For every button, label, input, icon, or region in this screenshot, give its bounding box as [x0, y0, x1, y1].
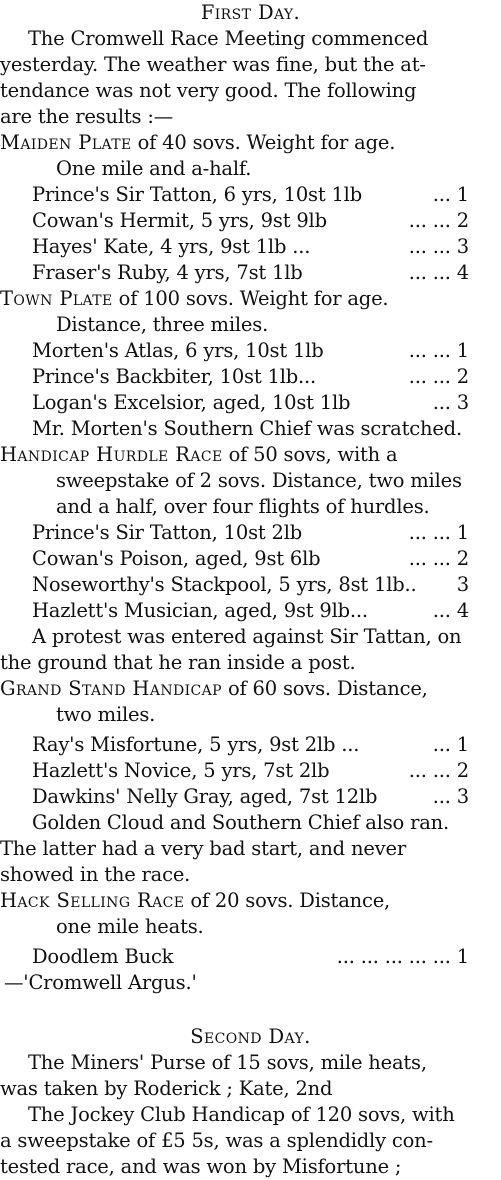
result-dots: ... ...: [408, 235, 451, 258]
maiden-plate-title-line: [0, 130, 501, 156]
town-plate-note: Mr. Morten's Southern Chief was scratched.: [32, 417, 462, 440]
second-day-heading: Second Day.: [190, 1025, 311, 1048]
second-day-p2-line-2: a sweepstake of £5 5s, was a splendidly con-: [0, 1129, 433, 1152]
result-row: [0, 598, 501, 624]
hurdle-title-rest: of 50 sovs, with a: [228, 443, 398, 466]
result-horse: Fraser's Ruby, 4 yrs, 7st 1lb: [32, 261, 303, 284]
result-place: 1: [456, 183, 469, 206]
result-dots: ... ...: [408, 759, 451, 782]
result-dots: ...: [432, 599, 451, 622]
result-dots: ... ...: [408, 365, 451, 388]
result-horse: Prince's Backbiter, 10st 1lb...: [32, 365, 317, 388]
result-dots: ...: [432, 183, 451, 206]
result-row: [0, 182, 501, 208]
result-row: [0, 364, 501, 390]
town-plate-title: Town Plate: [0, 287, 113, 310]
first-day-heading: First Day.: [200, 1, 301, 24]
result-dots: ... ...: [408, 261, 451, 284]
intro-line-4: are the results :—: [0, 105, 173, 128]
result-row: [0, 338, 501, 364]
result-place: 4: [456, 599, 469, 622]
result-dots: ...: [432, 391, 451, 414]
second-day-p2-line-1: The Jockey Club Handicap of 120 sovs, with: [28, 1103, 455, 1126]
result-place: 3: [456, 235, 469, 258]
result-place: 4: [456, 261, 469, 284]
maiden-plate-title: Maiden Plate: [0, 131, 132, 154]
town-plate-title-rest: of 100 sovs. Weight for age.: [118, 287, 389, 310]
hurdle-title-line: [0, 442, 501, 468]
result-place: 2: [456, 547, 469, 570]
intro-line-3: tendance was not very good. The following: [0, 79, 417, 102]
result-place: 3: [456, 391, 469, 414]
source-credit: —'Cromwell Argus.': [4, 971, 197, 994]
grand-stand-note-2: The latter had a very bad start, and never: [0, 837, 406, 860]
result-row: [0, 546, 501, 572]
hurdle-note-1: A protest was entered against Sir Tattan, on: [32, 625, 462, 648]
result-horse: Logan's Excelsior, aged, 10st 1lb: [32, 391, 351, 414]
maiden-plate-title-rest: of 40 sovs. Weight for age.: [137, 131, 396, 154]
result-horse: Noseworthy's Stackpool, 5 yrs, 8st 1lb..: [32, 573, 417, 596]
town-plate-title-line: [0, 286, 501, 312]
result-dots: ... ...: [408, 547, 451, 570]
result-horse: Hayes' Kate, 4 yrs, 9st 1lb ...: [32, 235, 311, 258]
result-horse: Cowan's Poison, aged, 9st 6lb: [32, 547, 321, 570]
grand-stand-title-rest: of 60 sovs. Distance,: [227, 677, 428, 700]
result-horse: Prince's Sir Tatton, 10st 2lb: [32, 521, 303, 544]
result-row: [0, 208, 501, 234]
result-row: [0, 572, 501, 598]
intro-line-1: The Cromwell Race Meeting commenced: [28, 27, 429, 50]
result-horse: Ray's Misfortune, 5 yrs, 9st 2lb ...: [32, 733, 360, 756]
result-place: 1: [456, 521, 469, 544]
result-place: 2: [456, 759, 469, 782]
result-row: [0, 234, 501, 260]
hurdle-note-2: the ground that he ran inside a post.: [0, 651, 356, 674]
result-dots: ... ...: [408, 339, 451, 362]
hurdle-title: Handicap Hurdle Race: [0, 443, 223, 466]
result-place: 2: [456, 365, 469, 388]
result-row: [0, 758, 501, 784]
grand-stand-title-line: [0, 676, 501, 702]
result-place: 3: [456, 573, 469, 596]
result-row: [0, 732, 501, 758]
grand-stand-condition: two miles.: [56, 703, 156, 726]
grand-stand-note-1: Golden Cloud and Southern Chief also ran.: [32, 811, 449, 834]
result-horse: Morten's Atlas, 6 yrs, 10st 1lb: [32, 339, 324, 362]
result-dots: ...: [432, 733, 451, 756]
result-dots: ... ...: [408, 521, 451, 544]
hurdle-condition-1: sweepstake of 2 sovs. Distance, two miles: [56, 469, 462, 492]
result-row: [0, 390, 501, 416]
hurdle-condition-2: and a half, over four flights of hurdles.: [56, 495, 430, 518]
maiden-plate-condition: One mile and a-half.: [56, 157, 252, 180]
hack-title-line: [0, 888, 501, 914]
second-day-p2-line-3: tested race, and was won by Misfortune ;: [0, 1155, 402, 1178]
result-place: 2: [456, 209, 469, 232]
second-day-p1-line-2: was taken by Roderick ; Kate, 2nd: [0, 1077, 333, 1100]
town-plate-condition: Distance, three miles.: [56, 313, 269, 336]
hack-condition: one mile heats.: [56, 915, 204, 938]
result-horse: Doodlem Buck: [32, 945, 174, 968]
result-row: [0, 520, 501, 546]
result-dots: ... ...: [408, 209, 451, 232]
grand-stand-note-3: showed in the race.: [0, 863, 191, 886]
result-place: 1: [456, 339, 469, 362]
result-horse: Hazlett's Musician, aged, 9st 9lb...: [32, 599, 368, 622]
hack-title: Hack Selling Race: [0, 889, 185, 912]
result-place: 1: [456, 945, 469, 968]
result-dots: ...: [432, 785, 451, 808]
result-place: 1: [456, 733, 469, 756]
second-day-p1-line-1: The Miners' Purse of 15 sovs, mile heats,: [28, 1051, 427, 1074]
result-horse: Dawkins' Nelly Gray, aged, 7st 12lb: [32, 785, 378, 808]
hack-title-rest: of 20 sovs. Distance,: [190, 889, 391, 912]
result-row: [0, 260, 501, 286]
result-row: [0, 944, 501, 970]
result-horse: Cowan's Hermit, 5 yrs, 9st 9lb: [32, 209, 327, 232]
result-place: 3: [456, 785, 469, 808]
result-horse: Prince's Sir Tatton, 6 yrs, 10st 1lb: [32, 183, 362, 206]
grand-stand-title: Grand Stand Handicap: [0, 677, 222, 700]
result-row: [0, 784, 501, 810]
result-horse: Hazlett's Novice, 5 yrs, 7st 2lb: [32, 759, 330, 782]
result-dots: ... ... ... ... ...: [336, 945, 451, 968]
intro-line-2: yesterday. The weather was fine, but the at-: [0, 53, 426, 76]
